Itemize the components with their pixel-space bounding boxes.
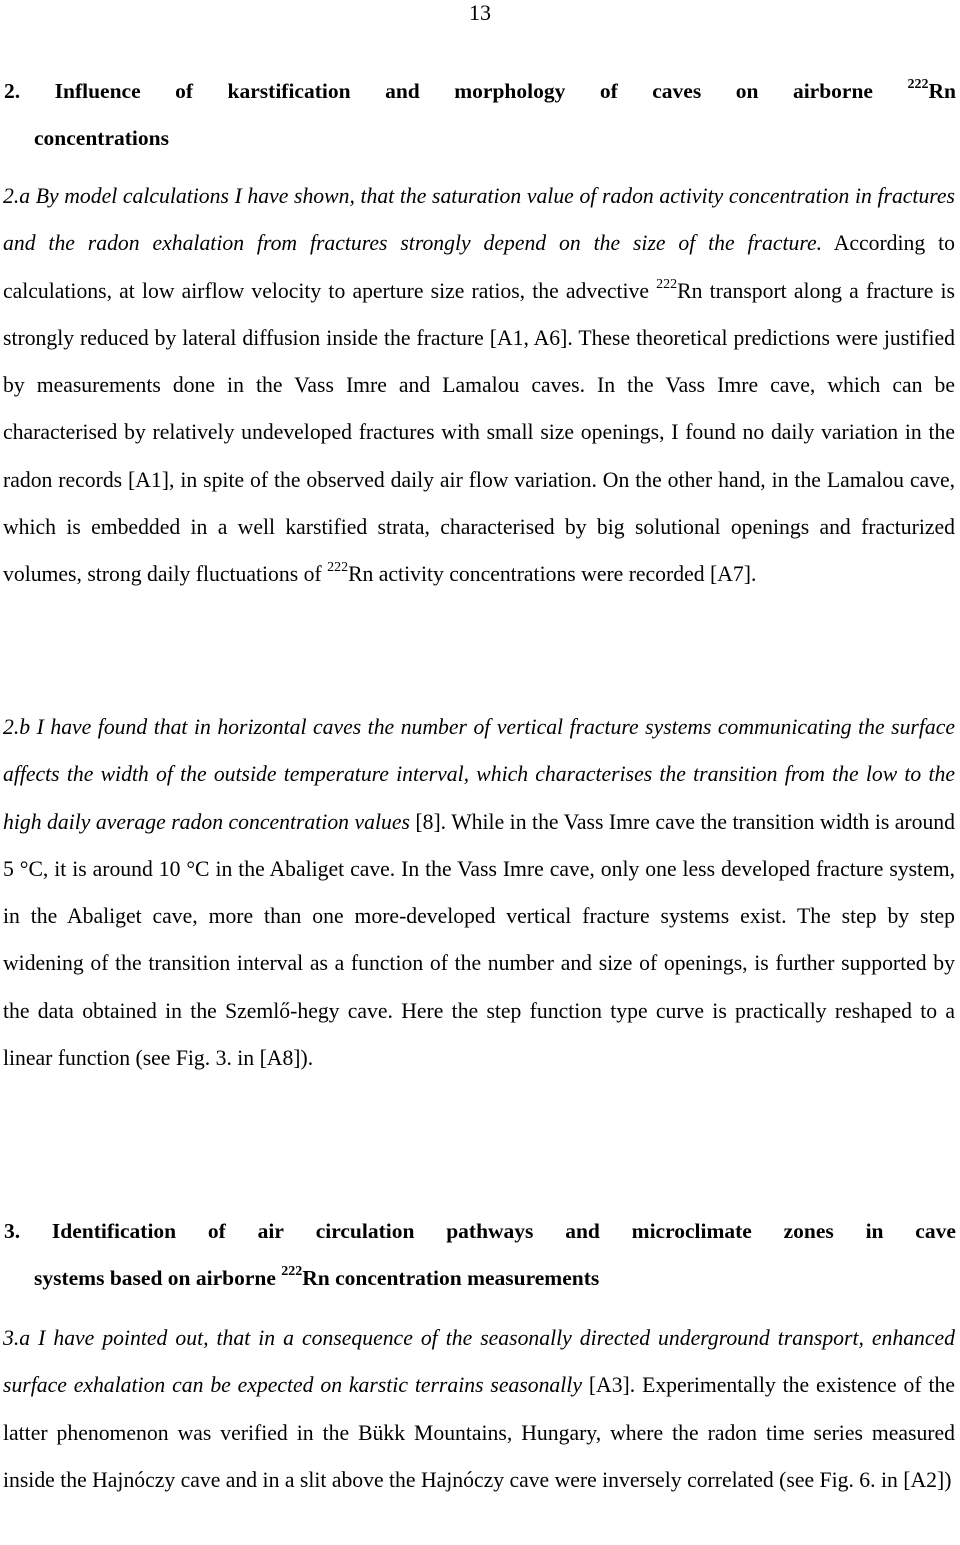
heading-word: caves <box>652 79 702 103</box>
page-number: 13 <box>469 0 491 25</box>
paragraph-2a-text: Rn activity concentrations were recorded [A7]. <box>348 562 757 587</box>
heading-word: pathways <box>446 1219 534 1243</box>
section-3-heading <box>4 1208 956 1302</box>
isotope-mass: 222 <box>656 276 678 292</box>
section-2-number: 2. <box>4 79 21 103</box>
heading-word: airborne <box>792 79 873 103</box>
section-2-heading-line2: concentrations <box>34 126 169 150</box>
section-2-heading <box>4 68 956 162</box>
heading-word: of <box>599 79 618 103</box>
heading-word: in <box>865 1219 884 1243</box>
isotope-mass: 222 <box>327 560 349 576</box>
paragraph-2b-text: [8]. While in the Vass Imre cave the transition width is around 5 °C, it is around 10 °C in the Abaliget cave. In the Vass Imre cave, only one less developed fracture system, in the Abaliget cave, more than one more-developed vertical fracture systems exist. The step by step widening of the transition interval as a function of the number and size of openings, is further supported by the data obtained in the Szemlő-hegy cave. Here the step function type curve is practically reshaped to a linear function (see Fig. 3. in [A8]). <box>3 809 955 1071</box>
paragraph-2a <box>3 173 955 599</box>
heading-word: morphology <box>454 79 566 103</box>
heading-word: Identification <box>51 1219 177 1243</box>
paragraph-3a-thesis: 3.a I have pointed out, that in a consequence of the seasonally directed underground transport, enhanced surface exhalation can be expected on karstic terrains seasonally <box>3 1326 955 1398</box>
paragraph-2a-thesis: 2.a By model calculations I have shown, that the saturation value of radon activity concentration in fractures and the radon exhalation from fractures strongly depend on the size of the fracture. <box>3 184 955 256</box>
section-3-heading-line2 <box>4 1255 956 1302</box>
heading-text: Rn concentration measurements <box>302 1266 600 1290</box>
heading-word: on <box>735 79 759 103</box>
heading-word: of <box>207 1219 226 1243</box>
isotope-mass: 222 <box>907 77 929 92</box>
heading-word: cave <box>915 1219 956 1243</box>
paragraph-2a-text: According to calculations, at low airflow velocity to aperture size ratios, the advective <box>3 231 955 303</box>
paragraph-3a-text: [A3]. Experimentally the existence of the latter phenomenon was verified in the Bükk Mountains, Hungary, where the radon time series measured inside the Hajnóczy cave and in a slit above the Hajnóczy cave were inversely correlated (see Fig. 6. in [A2]) <box>3 1373 955 1492</box>
section-3-number: 3. <box>4 1219 21 1243</box>
heading-word: and <box>565 1219 600 1243</box>
paragraph-2a-text: Rn transport along a fracture is strongly reduced by lateral diffusion inside the fracture [A1, A6]. These theoretical predictions were justified by measurements done in the Vass Imre and Lamalou caves. In the Vass Imre cave, which can be characterised by relatively undeveloped fractures with small size openings, I found no daily variation in the radon records [A1], in spite of the observed daily air flow variation. On the other hand, in the Lamalou cave, which is embedded in a well karstified strata, characterised by big solutional openings and fracturized volumes, strong daily fluctuations of <box>3 278 955 587</box>
paragraph-2b <box>3 704 955 1082</box>
heading-word: of <box>175 79 194 103</box>
isotope-symbol: Rn <box>928 79 956 103</box>
heading-text: systems based on airborne <box>34 1266 282 1290</box>
isotope-mass: 222 <box>281 1264 303 1279</box>
heading-word: zones <box>783 1219 834 1243</box>
heading-word: microclimate <box>631 1219 752 1243</box>
section-2-heading-line1 <box>4 68 956 115</box>
heading-word: circulation <box>315 1219 415 1243</box>
heading-word: karstification <box>227 79 351 103</box>
paragraph-3a <box>3 1315 955 1504</box>
heading-word: and <box>385 79 420 103</box>
heading-word: Influence <box>54 79 141 103</box>
section-3-heading-line1 <box>4 1208 956 1255</box>
heading-isotope <box>907 68 955 115</box>
paragraph-2b-thesis: 2.b I have found that in horizontal caves the number of vertical fracture systems communicating the surface affects the width of the outside temperature interval, which characterises the transition from the low to the high daily average radon concentration values <box>3 715 955 834</box>
heading-word: air <box>257 1219 284 1243</box>
